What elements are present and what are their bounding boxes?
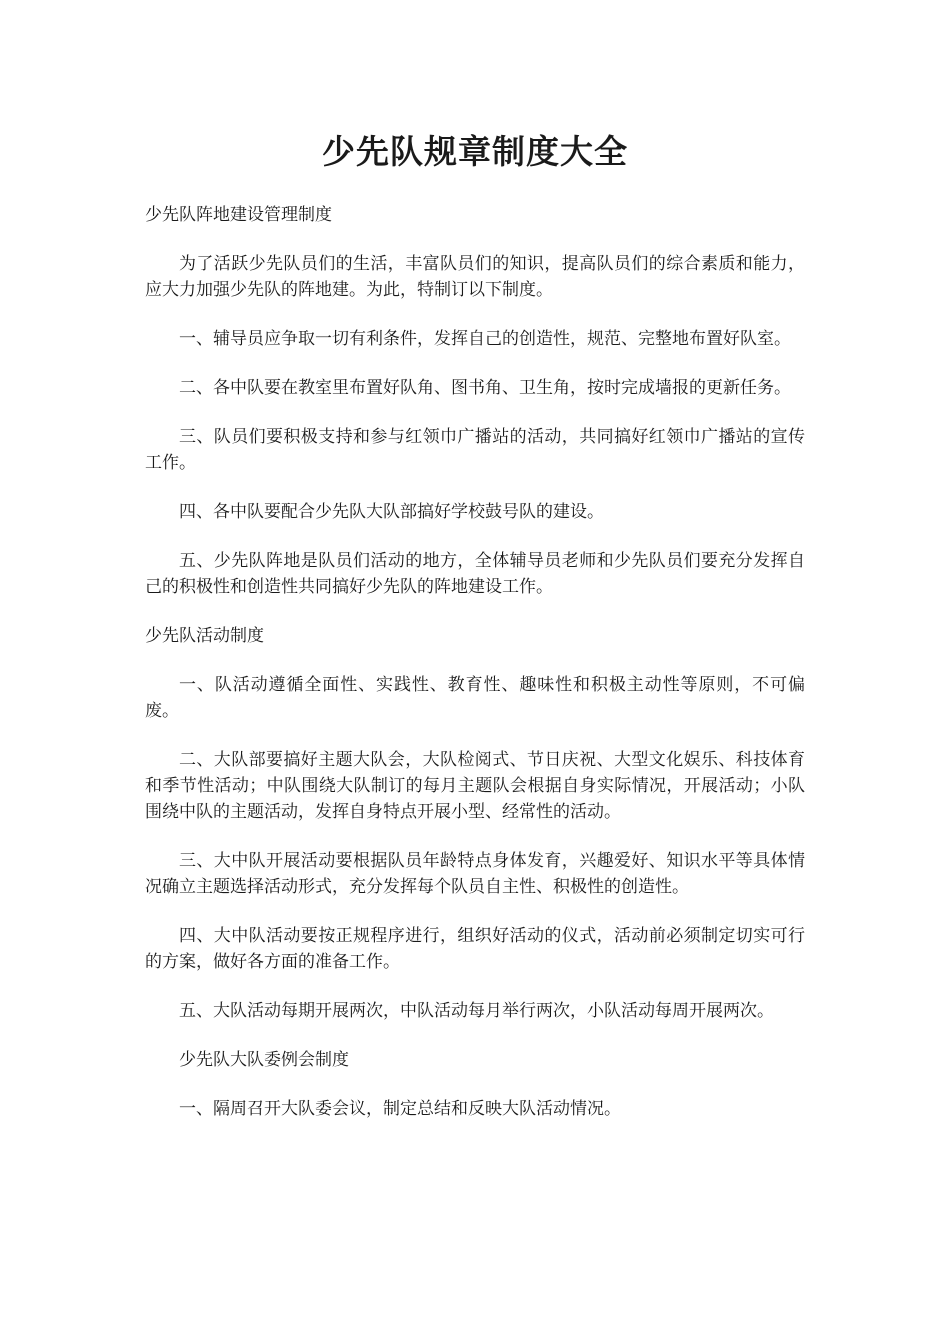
paragraph: 五、少先队阵地是队员们活动的地方，全体辅导员老师和少先队员们要充分发挥自己的积极性和创造性共同搞好少先队的阵地建设工作。 — [145, 551, 805, 597]
paragraph: 一、隔周召开大队委会议，制定总结和反映大队活动情况。 — [179, 1099, 621, 1119]
section-heading: 少先队阵地建设管理制度 — [145, 205, 332, 225]
paragraph: 四、各中队要配合少先队大队部搞好学校鼓号队的建设。 — [179, 502, 604, 522]
section-heading: 少先队大队委例会制度 — [179, 1050, 349, 1070]
section-position-management — [145, 202, 805, 600]
document-page — [145, 128, 805, 1145]
section-heading: 少先队活动制度 — [145, 626, 264, 646]
paragraph: 一、辅导员应争取一切有利条件，发挥自己的创造性，规范、完整地布置好队室。 — [179, 329, 791, 349]
paragraph: 五、大队活动每期开展两次，中队活动每月举行两次，小队活动每周开展两次。 — [179, 1001, 774, 1021]
paragraph: 二、大队部要搞好主题大队会，大队检阅式、节日庆祝、大型文化娱乐、科技体育和季节性活动；中队围绕大队制订的每月主题队会根据自身实际情况，开展活动；小队围绕中队的主题活动，发挥自身特点开展小型、经常性的活动。 — [145, 750, 805, 822]
section-committee-meeting — [145, 1047, 805, 1122]
paragraph: 为了活跃少先队员们的生活，丰富队员们的知识，提高队员们的综合素质和能力，应大力加强少先队的阵地建。为此，特制订以下制度。 — [145, 254, 805, 300]
paragraph: 一、队活动遵循全面性、实践性、教育性、趣味性和积极主动性等原则，不可偏废。 — [145, 675, 805, 721]
section-activity-rules — [145, 623, 805, 1024]
paragraph: 三、大中队开展活动要根据队员年龄特点身体发育，兴趣爱好、知识水平等具体情况确立主题选择活动形式，充分发挥每个队员自主性、积极性的创造性。 — [145, 851, 805, 897]
document-title: 少先队规章制度大全 — [322, 132, 628, 171]
paragraph: 二、各中队要在教室里布置好队角、图书角、卫生角，按时完成墙报的更新任务。 — [179, 378, 791, 398]
paragraph: 三、队员们要积极支持和参与红领巾广播站的活动，共同搞好红领巾广播站的宣传工作。 — [145, 427, 805, 473]
paragraph: 四、大中队活动要按正规程序进行，组织好活动的仪式，活动前必须制定切实可行的方案，做好各方面的准备工作。 — [145, 926, 805, 972]
